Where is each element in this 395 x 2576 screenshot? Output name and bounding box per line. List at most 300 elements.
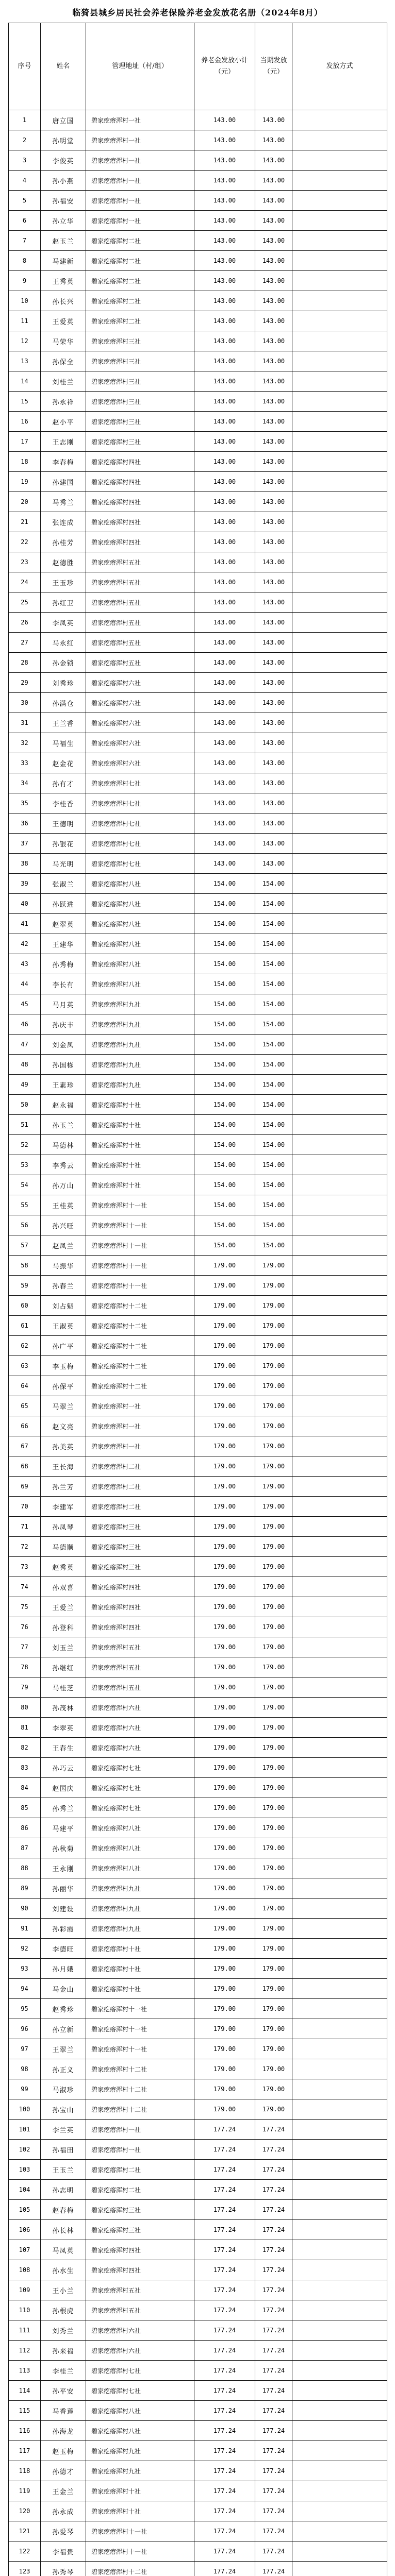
cell-address: 碧家疙瘩浑村三社: [86, 392, 194, 412]
cell-amount: 177.24: [255, 2220, 292, 2240]
cell-amount: 179.00: [255, 1376, 292, 1396]
cell-remark: [292, 1155, 387, 1175]
cell-amount: 177.24: [255, 2200, 292, 2220]
cell-remark: [292, 954, 387, 974]
cell-monthly: 177.24: [194, 2481, 255, 2501]
cell-amount: 143.00: [255, 673, 292, 693]
cell-remark: [292, 1055, 387, 1075]
cell-monthly: 179.00: [194, 1336, 255, 1356]
cell-no: 45: [9, 994, 41, 1014]
cell-remark: [292, 1256, 387, 1276]
cell-address: 碧家疙瘩浑村十二社: [86, 2059, 194, 2079]
cell-address: 碧家疙瘩浑村八社: [86, 914, 194, 934]
cell-no: 94: [9, 1979, 41, 1999]
cell-address: 碧家疙瘩浑村九社: [86, 1878, 194, 1899]
table-row: [9, 1778, 387, 1798]
table-row: [9, 2280, 387, 2300]
cell-no: 76: [9, 1617, 41, 1637]
cell-address: 碧家疙瘩浑村六社: [86, 713, 194, 733]
cell-no: 17: [9, 432, 41, 452]
cell-monthly: 177.24: [194, 2541, 255, 2562]
cell-address: 碧家疙瘩浑村六社: [86, 1738, 194, 1758]
cell-amount: 177.24: [255, 2521, 292, 2541]
table-row: [9, 2240, 387, 2260]
cell-monthly: 143.00: [194, 572, 255, 592]
cell-monthly: 154.00: [194, 1115, 255, 1135]
cell-remark: [292, 1115, 387, 1135]
cell-name: 赵翠英: [41, 914, 86, 934]
cell-remark: [292, 1577, 387, 1597]
cell-remark: [292, 633, 387, 653]
cell-name: 孙庆丰: [41, 1014, 86, 1035]
table-row: [9, 974, 387, 994]
cell-name: 李桂香: [41, 793, 86, 814]
cell-no: 27: [9, 633, 41, 653]
cell-remark: [292, 2120, 387, 2140]
cell-name: 孙根虎: [41, 2300, 86, 2320]
cell-no: 74: [9, 1577, 41, 1597]
cell-no: 16: [9, 412, 41, 432]
cell-name: 孙福安: [41, 191, 86, 211]
cell-no: 29: [9, 673, 41, 693]
cell-monthly: 179.00: [194, 1276, 255, 1296]
cell-name: 王春生: [41, 1738, 86, 1758]
cell-no: 90: [9, 1899, 41, 1919]
cell-amount: 177.24: [255, 2421, 292, 2441]
cell-name: 孙春兰: [41, 1276, 86, 1296]
cell-name: 李兰英: [41, 2120, 86, 2140]
table-row: [9, 1517, 387, 1537]
document-title: 临猗县城乡居民社会养老保险养老金发放花名册（2024年8月）: [72, 8, 323, 18]
cell-no: 43: [9, 954, 41, 974]
cell-name: 孙保平: [41, 1376, 86, 1396]
cell-monthly: 143.00: [194, 412, 255, 432]
table-row: [9, 2300, 387, 2320]
cell-remark: [292, 171, 387, 191]
cell-no: 114: [9, 2381, 41, 2401]
cell-remark: [292, 311, 387, 331]
cell-name: 马光明: [41, 854, 86, 874]
cell-no: 102: [9, 2140, 41, 2160]
table-row: [9, 592, 387, 613]
cell-amount: 177.24: [255, 2441, 292, 2461]
cell-address: 碧家疙瘩浑村八社: [86, 1858, 194, 1878]
cell-no: 48: [9, 1055, 41, 1075]
cell-no: 11: [9, 311, 41, 331]
cell-name: 李俊英: [41, 150, 86, 171]
cell-amount: 143.00: [255, 532, 292, 552]
cell-name: 孙茂林: [41, 1698, 86, 1718]
table-row: [9, 793, 387, 814]
cell-monthly: 179.00: [194, 2059, 255, 2079]
cell-amount: 154.00: [255, 1135, 292, 1155]
cell-remark: [292, 2099, 387, 2120]
cell-no: 22: [9, 532, 41, 552]
cell-no: 50: [9, 1095, 41, 1115]
cell-name: 孙秀梅: [41, 954, 86, 974]
table-row: [9, 1497, 387, 1517]
table-row: [9, 331, 387, 351]
cell-name: 马建平: [41, 1818, 86, 1838]
cell-amount: 177.24: [255, 2140, 292, 2160]
cell-address: 碧家疙瘩浑村十一社: [86, 1235, 194, 1256]
cell-address: 碧家疙瘩浑村一社: [86, 130, 194, 150]
cell-remark: [292, 613, 387, 633]
table-row: [9, 1677, 387, 1698]
cell-no: 82: [9, 1738, 41, 1758]
cell-amount: 179.00: [255, 1718, 292, 1738]
cell-address: 碧家疙瘩浑村七社: [86, 854, 194, 874]
cell-address: 碧家疙瘩浑村九社: [86, 1035, 194, 1055]
cell-address: 碧家疙瘩浑村五社: [86, 2280, 194, 2300]
cell-address: 碧家疙瘩浑村五社: [86, 1657, 194, 1677]
cell-remark: [292, 1617, 387, 1637]
cell-monthly: 179.00: [194, 2039, 255, 2059]
cell-remark: [292, 1878, 387, 1899]
cell-amount: 179.00: [255, 1336, 292, 1356]
cell-no: 110: [9, 2300, 41, 2320]
cell-address: 碧家疙瘩浑村六社: [86, 1698, 194, 1718]
cell-amount: 179.00: [255, 2079, 292, 2099]
cell-address: 碧家疙瘩浑村十一社: [86, 1999, 194, 2019]
table-row: [9, 1175, 387, 1195]
cell-amount: 179.00: [255, 1798, 292, 1818]
cell-remark: [292, 1356, 387, 1376]
table-row: [9, 753, 387, 773]
cell-name: 赵金花: [41, 753, 86, 773]
cell-remark: [292, 592, 387, 613]
cell-monthly: 143.00: [194, 673, 255, 693]
cell-no: 5: [9, 191, 41, 211]
cell-amount: 143.00: [255, 211, 292, 231]
cell-monthly: 154.00: [194, 994, 255, 1014]
cell-monthly: 177.24: [194, 2200, 255, 2220]
cell-address: 碧家疙瘩浑村八社: [86, 2401, 194, 2421]
cell-monthly: 177.24: [194, 2140, 255, 2160]
cell-monthly: 143.00: [194, 130, 255, 150]
cell-no: 69: [9, 1477, 41, 1497]
cell-remark: [292, 834, 387, 854]
cell-amount: 154.00: [255, 994, 292, 1014]
cell-address: 碧家疙瘩浑村九社: [86, 1075, 194, 1095]
cell-name: 马永红: [41, 633, 86, 653]
table-row: [9, 2140, 387, 2160]
cell-monthly: 179.00: [194, 1758, 255, 1778]
cell-amount: 143.00: [255, 251, 292, 271]
cell-amount: 179.00: [255, 1416, 292, 1436]
cell-monthly: 143.00: [194, 733, 255, 753]
cell-remark: [292, 1858, 387, 1878]
cell-address: 碧家疙瘩浑村八社: [86, 1818, 194, 1838]
cell-address: 碧家疙瘩浑村一社: [86, 1416, 194, 1436]
cell-amount: 143.00: [255, 733, 292, 753]
cell-monthly: 179.00: [194, 1878, 255, 1899]
cell-no: 6: [9, 211, 41, 231]
cell-monthly: 154.00: [194, 1155, 255, 1175]
cell-name: 王爱英: [41, 311, 86, 331]
cell-address: 碧家疙瘩浑村十一社: [86, 2039, 194, 2059]
cell-monthly: 143.00: [194, 532, 255, 552]
cell-name: 孙美英: [41, 1436, 86, 1456]
table-row: [9, 1959, 387, 1979]
cell-address: 碧家疙瘩浑村五社: [86, 592, 194, 613]
cell-name: 马淑珍: [41, 2079, 86, 2099]
cell-monthly: 143.00: [194, 613, 255, 633]
cell-amount: 154.00: [255, 1035, 292, 1055]
cell-monthly: 154.00: [194, 1235, 255, 1256]
cell-remark: [292, 371, 387, 392]
cell-no: 63: [9, 1356, 41, 1376]
cell-remark: [292, 2240, 387, 2260]
cell-monthly: 143.00: [194, 753, 255, 773]
cell-monthly: 154.00: [194, 1095, 255, 1115]
cell-amount: 177.24: [255, 2562, 292, 2576]
cell-name: 孙建国: [41, 472, 86, 492]
cell-name: 马桂芝: [41, 1677, 86, 1698]
table-row: [9, 412, 387, 432]
cell-remark: [292, 331, 387, 351]
cell-monthly: 179.00: [194, 1296, 255, 1316]
cell-remark: [292, 2562, 387, 2576]
cell-amount: 143.00: [255, 311, 292, 331]
cell-name: 孙万山: [41, 1175, 86, 1195]
cell-name: 刘建设: [41, 1899, 86, 1919]
cell-remark: [292, 2039, 387, 2059]
table-row: [9, 1276, 387, 1296]
column-header-address: 管理地址（村/组）: [86, 23, 194, 110]
cell-amount: 179.00: [255, 1356, 292, 1376]
cell-address: 碧家疙瘩浑村二社: [86, 1497, 194, 1517]
cell-remark: [292, 271, 387, 291]
cell-remark: [292, 2341, 387, 2361]
cell-monthly: 177.24: [194, 2501, 255, 2521]
cell-remark: [292, 1376, 387, 1396]
cell-remark: [292, 1276, 387, 1296]
cell-name: 赵小平: [41, 412, 86, 432]
cell-name: 孙跃进: [41, 894, 86, 914]
cell-name: 马振华: [41, 1256, 86, 1276]
cell-address: 碧家疙瘩浑村三社: [86, 371, 194, 392]
cell-amount: 154.00: [255, 1055, 292, 1075]
cell-no: 120: [9, 2501, 41, 2521]
cell-remark: [292, 974, 387, 994]
cell-no: 122: [9, 2541, 41, 2562]
cell-address: 碧家疙瘩浑村五社: [86, 2300, 194, 2320]
cell-amount: 143.00: [255, 492, 292, 512]
cell-address: 碧家疙瘩浑村一社: [86, 1396, 194, 1416]
cell-no: 71: [9, 1517, 41, 1537]
table-row: [9, 2220, 387, 2240]
table-row: [9, 2180, 387, 2200]
cell-amount: 154.00: [255, 1155, 292, 1175]
cell-address: 碧家疙瘩浑村五社: [86, 552, 194, 572]
cell-address: 碧家疙瘩浑村二社: [86, 1456, 194, 1477]
cell-monthly: 143.00: [194, 472, 255, 492]
cell-name: 马金山: [41, 1979, 86, 1999]
cell-amount: 143.00: [255, 512, 292, 532]
cell-no: 14: [9, 371, 41, 392]
cell-no: 62: [9, 1336, 41, 1356]
cell-monthly: 179.00: [194, 2079, 255, 2099]
cell-address: 碧家疙瘩浑村一社: [86, 2120, 194, 2140]
cell-remark: [292, 2320, 387, 2341]
table-row: [9, 351, 387, 371]
table-row: [9, 392, 387, 412]
cell-no: 23: [9, 552, 41, 572]
cell-address: 碧家疙瘩浑村十社: [86, 1979, 194, 1999]
cell-name: 马德顺: [41, 1537, 86, 1557]
cell-remark: [292, 2361, 387, 2381]
cell-address: 碧家疙瘩浑村四社: [86, 532, 194, 552]
cell-no: 91: [9, 1919, 41, 1939]
cell-address: 碧家疙瘩浑村四社: [86, 1577, 194, 1597]
cell-amount: 154.00: [255, 1014, 292, 1035]
cell-remark: [292, 432, 387, 452]
cell-name: 马建新: [41, 251, 86, 271]
cell-monthly: 143.00: [194, 231, 255, 251]
cell-name: 孙桂芳: [41, 532, 86, 552]
cell-address: 碧家疙瘩浑村八社: [86, 894, 194, 914]
cell-name: 孙秀琴: [41, 2562, 86, 2576]
table-row: [9, 1617, 387, 1637]
cell-name: 赵国庆: [41, 1778, 86, 1798]
table-row: [9, 2099, 387, 2120]
table-row: [9, 2320, 387, 2341]
cell-address: 碧家疙瘩浑村五社: [86, 572, 194, 592]
table-row: [9, 211, 387, 231]
cell-amount: 143.00: [255, 472, 292, 492]
cell-amount: 177.24: [255, 2341, 292, 2361]
cell-name: 马荣华: [41, 331, 86, 351]
cell-no: 115: [9, 2401, 41, 2421]
cell-address: 碧家疙瘩浑村一社: [86, 110, 194, 130]
cell-name: 孙来福: [41, 2341, 86, 2361]
cell-amount: 154.00: [255, 1075, 292, 1095]
cell-remark: [292, 1597, 387, 1617]
cell-remark: [292, 1095, 387, 1115]
table-row: [9, 1256, 387, 1276]
cell-amount: 143.00: [255, 150, 292, 171]
cell-no: 61: [9, 1316, 41, 1336]
cell-amount: 179.00: [255, 1657, 292, 1677]
pension-roster-table: [8, 23, 387, 2576]
cell-amount: 177.24: [255, 2260, 292, 2280]
cell-no: 70: [9, 1497, 41, 1517]
cell-address: 碧家疙瘩浑村十二社: [86, 2099, 194, 2120]
cell-name: 刘秀兰: [41, 2320, 86, 2341]
cell-remark: [292, 2059, 387, 2079]
cell-amount: 179.00: [255, 1597, 292, 1617]
cell-name: 刘秀珍: [41, 673, 86, 693]
cell-no: 42: [9, 934, 41, 954]
cell-address: 碧家疙瘩浑村四社: [86, 492, 194, 512]
cell-amount: 143.00: [255, 271, 292, 291]
cell-amount: 143.00: [255, 171, 292, 191]
cell-monthly: 154.00: [194, 1014, 255, 1035]
cell-remark: [292, 1738, 387, 1758]
cell-remark: [292, 934, 387, 954]
cell-remark: [292, 793, 387, 814]
table-row: [9, 1396, 387, 1416]
cell-name: 孙金锁: [41, 653, 86, 673]
cell-no: 9: [9, 271, 41, 291]
cell-name: 赵玉兰: [41, 231, 86, 251]
cell-address: 碧家疙瘩浑村十一社: [86, 1195, 194, 1215]
cell-monthly: 177.24: [194, 2341, 255, 2361]
cell-name: 唐立国: [41, 110, 86, 130]
cell-address: 碧家疙瘩浑村十二社: [86, 1336, 194, 1356]
cell-address: 碧家疙瘩浑村十二社: [86, 2562, 194, 2576]
cell-no: 81: [9, 1718, 41, 1738]
table-row: [9, 1858, 387, 1878]
cell-amount: 179.00: [255, 2019, 292, 2039]
cell-monthly: 179.00: [194, 1858, 255, 1878]
cell-address: 碧家疙瘩浑村八社: [86, 2421, 194, 2441]
cell-address: 碧家疙瘩浑村八社: [86, 874, 194, 894]
cell-name: 马德林: [41, 1135, 86, 1155]
cell-remark: [292, 1416, 387, 1436]
cell-amount: 143.00: [255, 753, 292, 773]
cell-monthly: 179.00: [194, 1436, 255, 1456]
cell-remark: [292, 251, 387, 271]
cell-name: 孙水生: [41, 2260, 86, 2280]
cell-monthly: 179.00: [194, 1376, 255, 1396]
table-row: [9, 1758, 387, 1778]
table-row: [9, 2381, 387, 2401]
cell-name: 孙双喜: [41, 1577, 86, 1597]
cell-name: 李翠英: [41, 1718, 86, 1738]
cell-remark: [292, 2180, 387, 2200]
table-row: [9, 1095, 387, 1115]
cell-name: 李长有: [41, 974, 86, 994]
table-row: [9, 1979, 387, 1999]
table-row: [9, 532, 387, 552]
cell-amount: 154.00: [255, 1215, 292, 1235]
cell-monthly: 177.24: [194, 2381, 255, 2401]
cell-amount: 143.00: [255, 392, 292, 412]
cell-no: 72: [9, 1537, 41, 1557]
cell-amount: 154.00: [255, 874, 292, 894]
cell-name: 孙彩霞: [41, 1919, 86, 1939]
cell-amount: 179.00: [255, 1557, 292, 1577]
cell-monthly: 154.00: [194, 954, 255, 974]
table-row: [9, 1657, 387, 1677]
table-row: [9, 1919, 387, 1939]
cell-amount: 143.00: [255, 412, 292, 432]
cell-name: 张淑兰: [41, 874, 86, 894]
cell-monthly: 179.00: [194, 1919, 255, 1939]
table-row: [9, 572, 387, 592]
cell-no: 39: [9, 874, 41, 894]
cell-amount: 179.00: [255, 1537, 292, 1557]
cell-address: 碧家疙瘩浑村四社: [86, 452, 194, 472]
cell-name: 孙登科: [41, 1617, 86, 1637]
cell-remark: [292, 1698, 387, 1718]
cell-remark: [292, 1215, 387, 1235]
table-row: [9, 2160, 387, 2180]
cell-name: 刘占魁: [41, 1296, 86, 1316]
cell-name: 孙兰芳: [41, 1477, 86, 1497]
cell-address: 碧家疙瘩浑村八社: [86, 934, 194, 954]
cell-name: 李德旺: [41, 1939, 86, 1959]
cell-no: 93: [9, 1959, 41, 1979]
cell-name: 马香莲: [41, 2401, 86, 2421]
cell-remark: [292, 1316, 387, 1336]
cell-no: 98: [9, 2059, 41, 2079]
cell-remark: [292, 2401, 387, 2421]
cell-name: 刘玉兰: [41, 1637, 86, 1657]
cell-remark: [292, 231, 387, 251]
